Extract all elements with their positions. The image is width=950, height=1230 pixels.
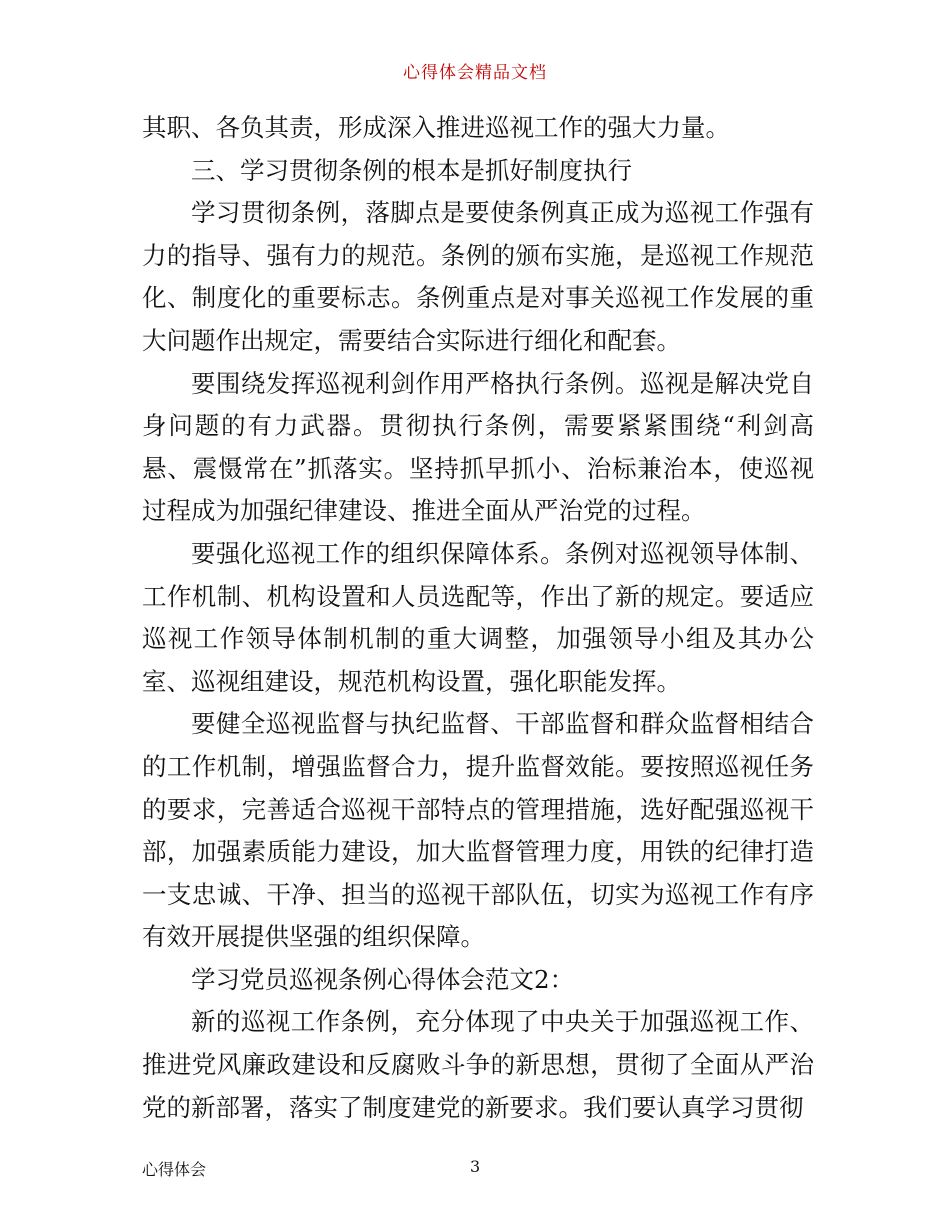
paragraph: 新的巡视工作条例，充分体现了中央关于加强巡视工作、推进党风廉政建设和反腐败斗争的新思想，贯彻了全面从严治党的新部署，落实了制度建党的新要求。我们要认真学习贯彻: [142, 1007, 814, 1122]
paragraph: 学习贯彻条例，落脚点是要使条例真正成为巡视工作强有力的指导、强有力的规范。条例的颁布实施，是巡视工作规范化、制度化的重要标志。条例重点是对事关巡视工作发展的重大问题作出规定，需要结合实际进行细化和配套。: [142, 198, 814, 355]
footer-label: 心得体会: [142, 1160, 207, 1179]
paragraph: 其职、各负其责，形成深入推进巡视工作的强大力量。: [142, 113, 730, 142]
section-heading: 三、学习贯彻条例的根本是抓好制度执行: [191, 155, 632, 185]
sub-heading: 学习党员巡视条例心得体会范文2：: [191, 964, 575, 994]
paragraph: 要健全巡视监督与执纪监督、干部监督和群众监督相结合的工作机制，增强监督合力，提升监督效能。要按照巡视任务的要求，完善适合巡视干部特点的管理措施，选好配强巡视干部，加强素质能力建设，加大监督管理力度，用铁的纪律打造一支忠诚、干净、担当的巡视干部队伍，切实为巡视工作有序有效开展提供坚强的组织保障。: [142, 709, 814, 952]
page-number: 3: [470, 1157, 481, 1176]
page-header-title: 心得体会精品文档: [403, 63, 547, 83]
paragraph: 要强化巡视工作的组织保障体系。条例对巡视领导体制、工作机制、机构设置和人员选配等，作出了新的规定。要适应巡视工作领导体制机制的重大调整，加强领导小组及其办公室、巡视组建设，规范机构设置，强化职能发挥。: [142, 538, 814, 696]
document-body: [142, 107, 814, 1129]
paragraph: 要围绕发挥巡视利剑作用严格执行条例。巡视是解决党自身问题的有力武器。贯彻执行条例，需要紧紧围绕“利剑高悬、震慑常在”抓落实。坚持抓早抓小、治标兼治本，使巡视过程成为加强纪律建设、推进全面从严治党的过程。: [142, 368, 814, 526]
